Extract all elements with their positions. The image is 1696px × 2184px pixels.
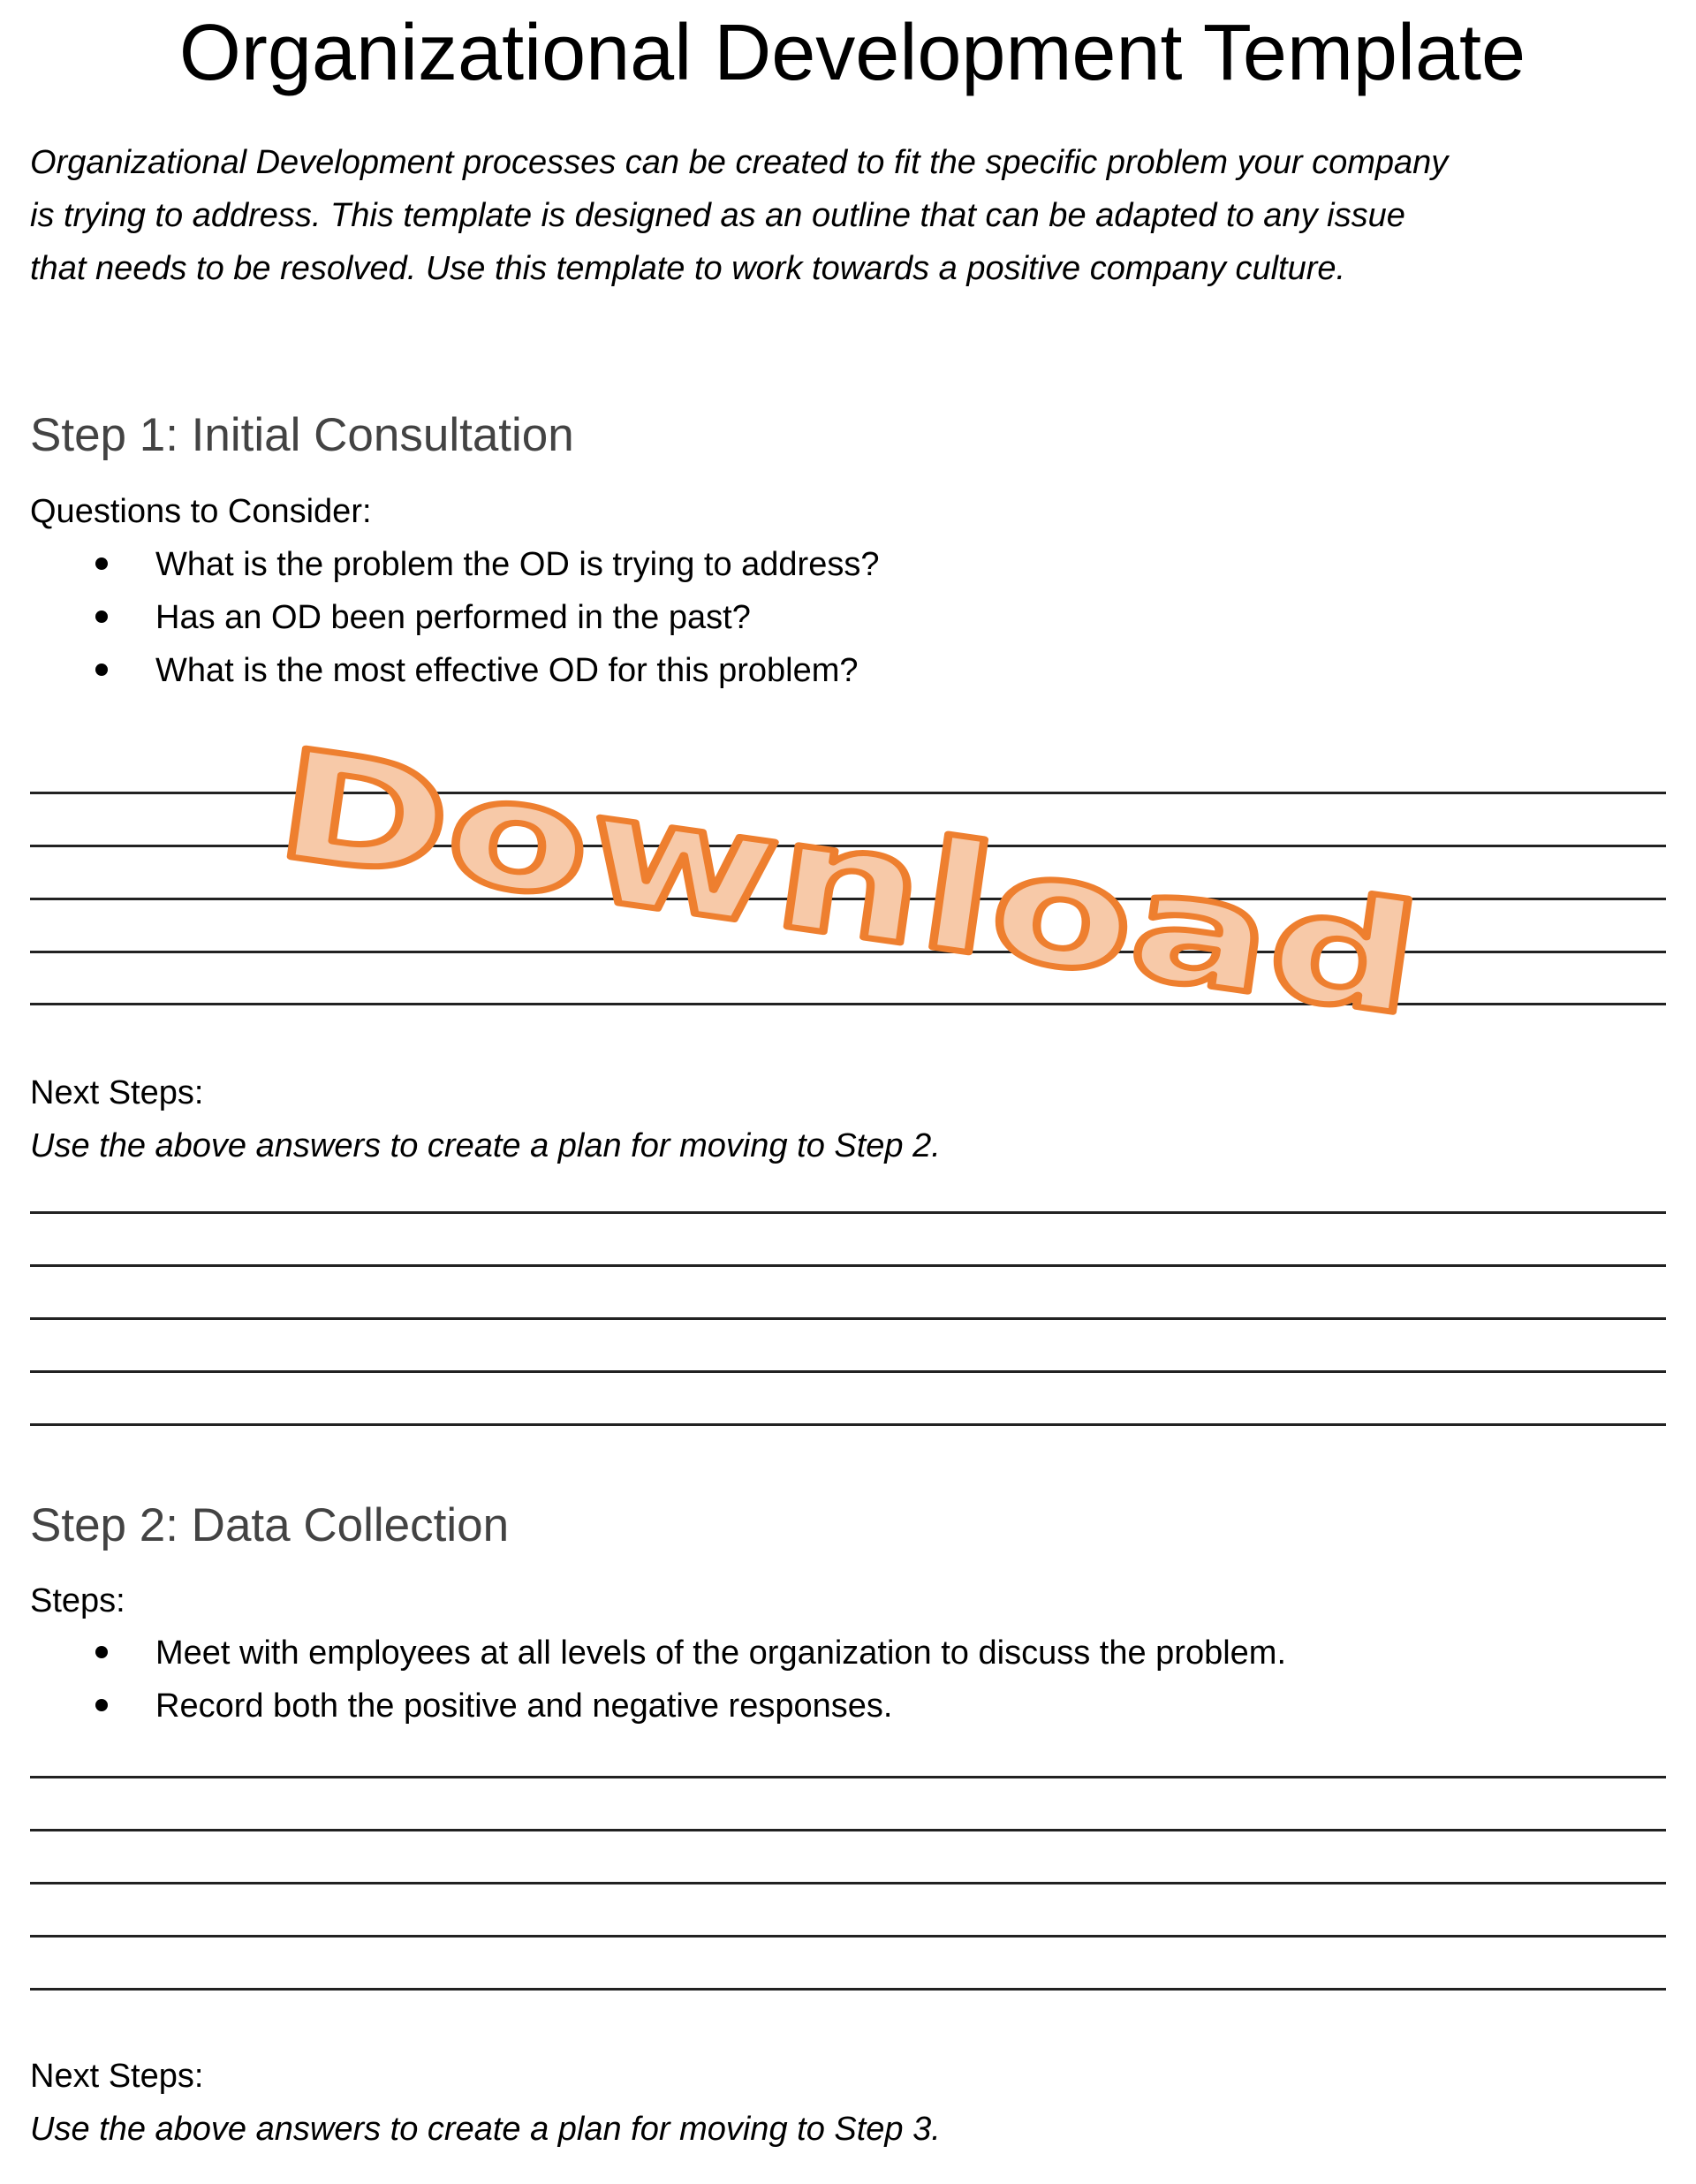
- bullet-text: What is the most effective OD for this problem?: [155, 652, 859, 689]
- answer-line[interactable]: [30, 1882, 1666, 1884]
- bullet-text: What is the problem the OD is trying to address?: [155, 546, 880, 583]
- intro-line: Organizational Development processes can be created to fit the specific problem your company: [30, 144, 1449, 181]
- answer-line[interactable]: [30, 1211, 1666, 1214]
- answer-line[interactable]: [30, 1776, 1666, 1778]
- step1-bullet: [95, 538, 879, 591]
- answer-line[interactable]: [30, 845, 1666, 847]
- step1-heading: Step 1: Initial Consultation: [30, 409, 574, 461]
- answer-line[interactable]: [30, 1264, 1666, 1267]
- bullet-icon: [95, 1646, 108, 1658]
- bullet-icon: [95, 610, 108, 623]
- intro-line: is trying to address. This template is designed as an outline that can be adapted to any issue: [30, 197, 1405, 234]
- intro-line: that needs to be resolved. Use this template to work towards a positive company culture.: [30, 250, 1346, 287]
- step1-next-text: Use the above answers to create a plan for moving to Step 2.: [30, 1127, 941, 1164]
- answer-line[interactable]: [30, 1370, 1666, 1373]
- bullet-icon: [95, 664, 108, 676]
- step2-label: Steps:: [30, 1582, 125, 1619]
- answer-line[interactable]: [30, 792, 1666, 794]
- bullet-icon: [95, 557, 108, 570]
- answer-line[interactable]: [30, 1988, 1666, 1991]
- bullet-text: Record both the positive and negative responses.: [155, 1687, 893, 1725]
- watermark-text[interactable]: Download: [267, 717, 1121, 1007]
- step2-next-text: Use the above answers to create a plan for moving to Step 3.: [30, 2111, 941, 2148]
- answer-line[interactable]: [30, 1423, 1666, 1426]
- answer-line[interactable]: [30, 1935, 1666, 1938]
- page-title: Organizational Development Template: [178, 9, 1526, 97]
- answer-line[interactable]: [30, 898, 1666, 900]
- bullet-text: Has an OD been performed in the past?: [155, 599, 751, 636]
- answer-line[interactable]: [30, 951, 1666, 953]
- step1-bullet: [95, 644, 859, 697]
- step2-bullet: [95, 1680, 892, 1733]
- step2-bullet: [95, 1627, 1286, 1680]
- answer-line[interactable]: [30, 1829, 1666, 1831]
- step1-next-label: Next Steps:: [30, 1074, 204, 1111]
- step2-next-label: Next Steps:: [30, 2058, 204, 2095]
- bullet-text: Meet with employees at all levels of the organization to discuss the problem.: [155, 1634, 1286, 1672]
- answer-line[interactable]: [30, 1317, 1666, 1320]
- bullet-icon: [95, 1699, 108, 1711]
- step1-label: Questions to Consider:: [30, 493, 372, 530]
- intro-paragraph: [30, 136, 1691, 295]
- step2-heading: Step 2: Data Collection: [30, 1499, 510, 1551]
- step1-bullet: [95, 591, 751, 644]
- answer-line[interactable]: [30, 1003, 1666, 1005]
